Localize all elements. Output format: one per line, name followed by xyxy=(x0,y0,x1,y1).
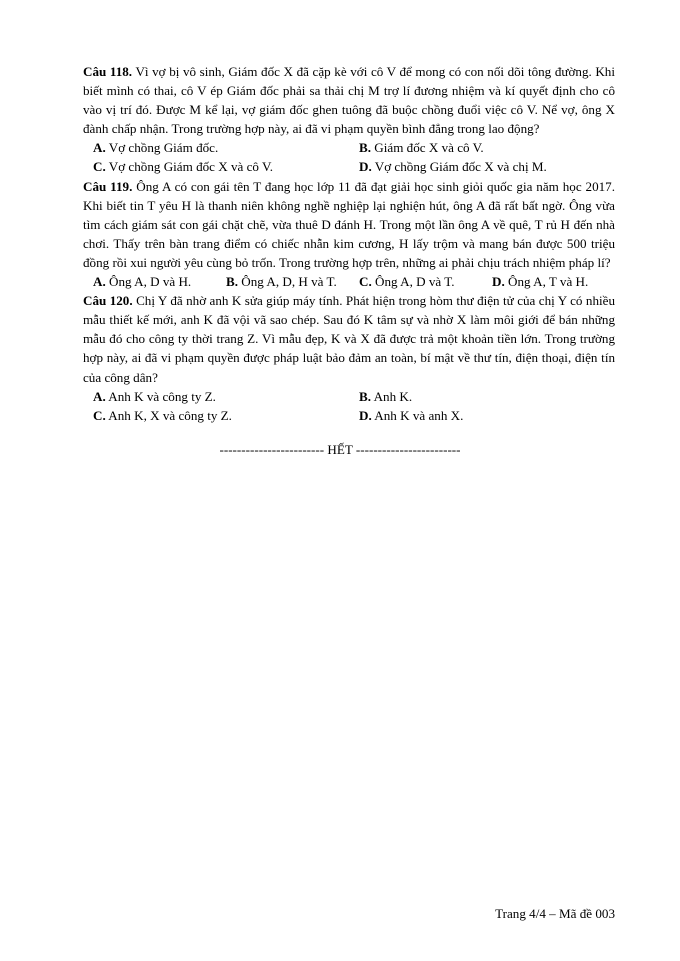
option-d: D. Vợ chồng Giám đốc X và chị M. xyxy=(359,159,547,175)
option-b: B. Giám đốc X và cô V. xyxy=(359,140,484,156)
end-marker: ------------------------ HẾT ------------------------ xyxy=(219,442,461,457)
option-d: D. Ông A, T và H. xyxy=(492,274,589,290)
option-a: A. Anh K và công ty Z. xyxy=(93,388,216,404)
page-footer: Trang 4/4 – Mã đề 003 xyxy=(495,906,615,921)
exam-content xyxy=(83,62,615,425)
question-body: Chị Y đã nhờ anh K sửa giúp máy tính. Phát hiện trong hòm thư điện tử của chị Y có nhiều mẫu thiết kế mới, anh K đã vội vã sao chép. Sau đó K tâm sự và nhờ X làm môi giới để bán những mẫu đó cho công ty thời trang Z. Vì mẫu đẹp, K và X đã được trả một khoản tiền lớn. Trong trường hợp này, ai đã vi phạm quyền được pháp luật bảo đảm an toàn, bí mật về thư tín, điện thoại, điện tín của công dân? xyxy=(83,293,615,385)
answer-options xyxy=(83,272,615,291)
question-118 xyxy=(83,62,615,177)
option-c: C. Ông A, D và T. xyxy=(359,274,455,290)
option-b: B. Ông A, D, H và T. xyxy=(226,274,337,290)
question-text xyxy=(83,62,615,138)
option-a: A. Vợ chồng Giám đốc. xyxy=(93,140,219,156)
option-b: B. Anh K. xyxy=(359,388,413,404)
question-number: Câu 118. xyxy=(83,64,133,79)
option-c: C. Vợ chồng Giám đốc X và cô V. xyxy=(93,159,274,175)
question-number: Câu 119. xyxy=(83,178,133,194)
question-120 xyxy=(83,291,615,425)
question-text xyxy=(83,291,615,386)
question-number: Câu 120. xyxy=(83,293,133,309)
option-d: D. Anh K và anh X. xyxy=(359,407,464,423)
option-a: A. Ông A, D và H. xyxy=(93,274,192,290)
question-text xyxy=(83,177,615,272)
question-body: Vì vợ bị vô sinh, Giám đốc X đã cặp kè với cô V để mong có con nối dõi tông đường. Khi biết mình có thai, cô V ép Giám đốc phải sa thải chị M trợ lí đương nhiệm và kí quyết định cho cô vào vị trí đó. Được M kể lại, vợ giám đốc ghen tuông đã buộc chồng đuổi việc cô V. Nể vợ, ông X đành chấp nhận. Trong trường hợp này, ai đã vi phạm quyền bình đẳng trong lao động? xyxy=(83,64,615,137)
answer-options xyxy=(83,387,615,425)
answer-options xyxy=(83,138,615,176)
question-body: Ông A có con gái tên T đang học lớp 11 đã đạt giải học sinh giỏi quốc gia năm học 2017. Khi biết tin T yêu H là thanh niên không nghề nghiệp lại nghiện hút, ông A đã rất bất ngờ. Ông vừa tìm cách giám sát con gái chặt chẽ, vừa thuê D đánh H. Trong một lần ông A về quê, T rủ H đến nhà chơi. Thấy trên bàn trang điểm có chiếc nhẫn kim cương, H lấy trộm và mang bán được 500 triệu đồng rồi xui người yêu cùng bỏ trốn. Trong trường hợp trên, những ai phải chịu trách nhiệm pháp lí? xyxy=(83,178,615,270)
option-c: C. Anh K, X và công ty Z. xyxy=(93,407,232,423)
question-119 xyxy=(83,177,615,292)
